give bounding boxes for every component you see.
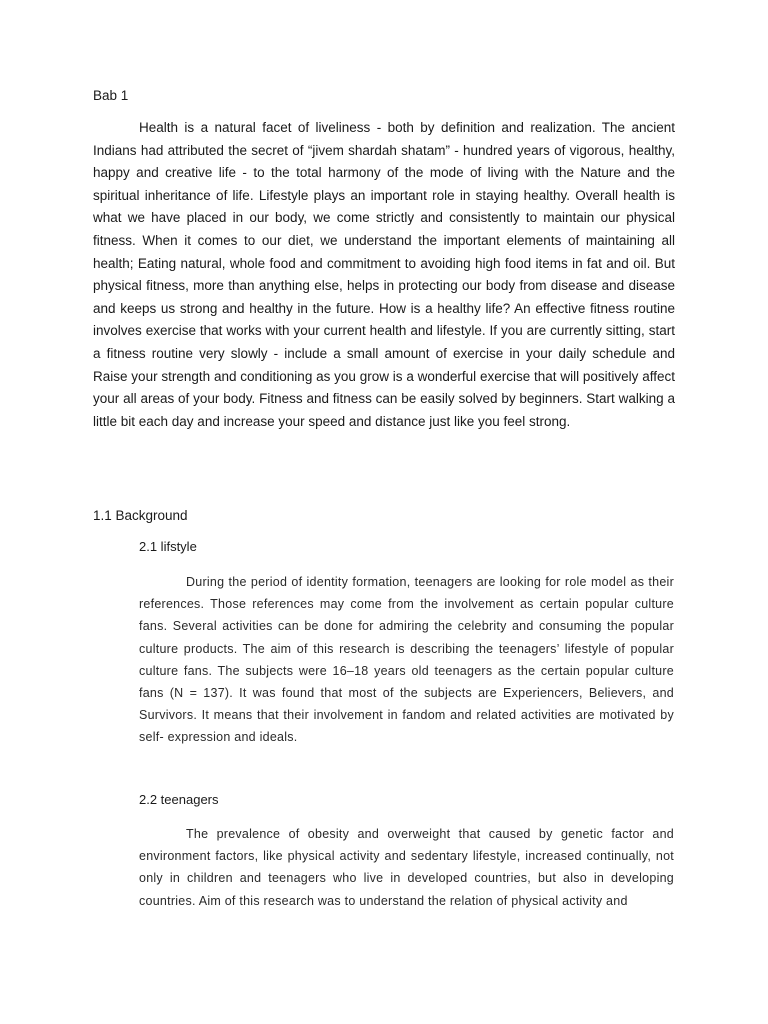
intro-paragraph: Health is a natural facet of liveliness - both by definition and realization. The ancient Indians had attributed the secret of “jivem shardah shatam” - hundred years of vigorous, healthy, happy and creative life - to the total harmony of the mode of living with the Nature and the spiritual inheritance of life. Lifestyle plays an important role in staying healthy. Overall health is what we have placed in our body, we come strictly and consistently to maintain our physical fitness. When it comes to our diet, we understand the important elements of maintaining all health; Eating natural, whole food and commitment to avoiding high food items in fat and oil. But physical fitness, more than anything else, helps in protecting our body from disease and disease and keeps us strong and healthy in the future. How is a healthy life? An effective fitness routine involves exercise that works with your current health and lifestyle. If you are currently sitting, start a fitness routine very slowly - include a small amount of exercise in your daily schedule and Raise your strength and conditioning as you grow is a wonderful exercise that will positively affect your all areas of your body. Fitness and fitness can be easily solved by beginners. Start walking a little bit each day and increase your speed and distance just like you feel strong. (93, 120, 675, 429)
chapter-title: Bab 1 (93, 88, 129, 103)
subsection-heading-teenagers: 2.2 teenagers (139, 792, 219, 807)
subsection-heading-lifestyle: 2.1 lifstyle (139, 539, 197, 554)
subsection-paragraph-lifestyle: During the period of identity formation, teenagers are looking for role model as their references. Those references may come from the involvement as certain popular culture fans. Several activities can be done for admiring the celebrity and consuming the popular culture products. The aim of this research is describing the teenagers’ lifestyle of popular culture fans. The subjects were 16–18 years old teenagers as the certain popular culture fans (N = 137). It was found that most of the subjects are Experiencers, Believers, and Survivors. It means that their involvement in fandom and related activities are motivated by self- expression and ideals. (139, 575, 674, 745)
subsection-paragraph-teenagers: The prevalence of obesity and overweight that caused by genetic factor and environment factors, like physical activity and sedentary lifestyle, increased continually, not only in children and teenagers who live in developed countries, but also in developing countries. Aim of this research was to understand the relation of physical activity and (139, 827, 674, 908)
section-heading-background: 1.1 Background (93, 508, 188, 523)
